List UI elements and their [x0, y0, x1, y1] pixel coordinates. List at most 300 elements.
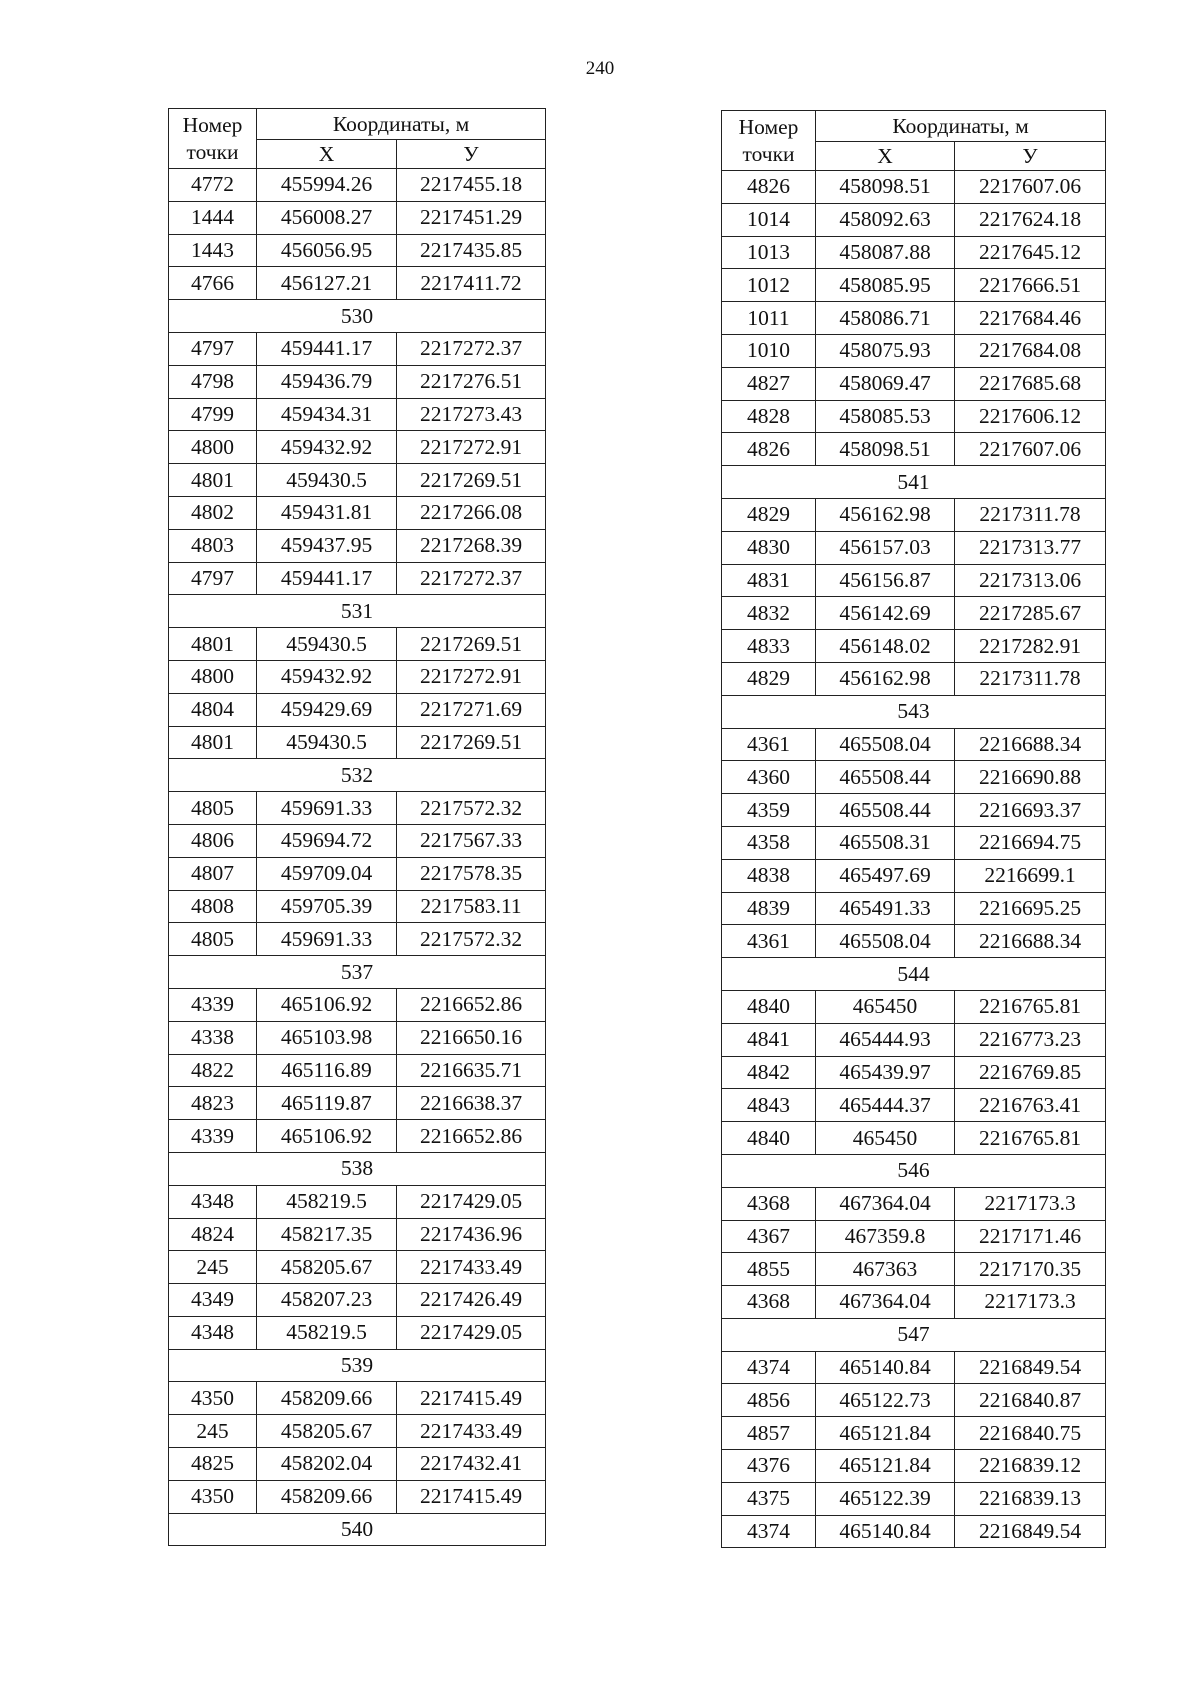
y-coordinate-cell: 2217272.91: [397, 660, 546, 693]
point-number-header-line1: Номер: [182, 112, 243, 137]
y-coordinate-cell: 2217313.77: [955, 531, 1106, 564]
x-coordinate-cell: 465450: [816, 1122, 955, 1155]
point-number-cell: 4857: [722, 1417, 816, 1450]
point-number-cell: 4350: [169, 1480, 257, 1513]
table-row: [169, 496, 546, 529]
y-coordinate-cell: 2217272.37: [397, 332, 546, 365]
y-coordinate-cell: 2217173.3: [955, 1187, 1106, 1220]
y-coordinate-cell: 2217578.35: [397, 857, 546, 890]
table-row: [169, 628, 546, 661]
point-number-cell: 4823: [169, 1087, 257, 1120]
y-coordinate-cell: 2216695.25: [955, 892, 1106, 925]
table-body-left: [169, 169, 546, 1546]
section-number: 541: [722, 466, 1106, 499]
y-coordinate-cell: 2217583.11: [397, 890, 546, 923]
x-coordinate-cell: 459437.95: [257, 529, 397, 562]
section-number: 537: [169, 956, 546, 989]
table-row: [169, 824, 546, 857]
y-coordinate-cell: 2216699.1: [955, 859, 1106, 892]
x-coordinate-cell: 459432.92: [257, 660, 397, 693]
point-number-cell: 4807: [169, 857, 257, 890]
table-row: [169, 660, 546, 693]
point-number-cell: 4360: [722, 761, 816, 794]
table-row: [722, 400, 1106, 433]
table-row: [169, 1120, 546, 1153]
table-row: [169, 890, 546, 923]
section-number: 546: [722, 1154, 1106, 1187]
table-row: [722, 1482, 1106, 1515]
x-coordinate-cell: 465444.93: [816, 1023, 955, 1056]
table-row: [722, 990, 1106, 1023]
x-coordinate-cell: 465508.44: [816, 761, 955, 794]
point-number-header-line2: точки: [186, 139, 239, 164]
table-row: [722, 302, 1106, 335]
point-number-cell: 4855: [722, 1253, 816, 1286]
point-number-cell: 4843: [722, 1089, 816, 1122]
table-row: [169, 792, 546, 825]
section-row: [722, 1318, 1106, 1351]
x-coordinate-cell: 465444.37: [816, 1089, 955, 1122]
point-number-cell: 4348: [169, 1316, 257, 1349]
x-coordinate-cell: 458098.51: [816, 433, 955, 466]
y-coordinate-cell: 2217171.46: [955, 1220, 1106, 1253]
y-coordinate-cell: 2217415.49: [397, 1382, 546, 1415]
table-body-right: [722, 171, 1106, 1548]
point-number-cell: 4825: [169, 1448, 257, 1481]
y-coordinate-cell: 2216652.86: [397, 1120, 546, 1153]
x-coordinate-cell: 459430.5: [257, 464, 397, 497]
x-coordinate-cell: 455994.26: [257, 169, 397, 202]
point-number-cell: 4801: [169, 726, 257, 759]
y-coordinate-cell: 2216840.75: [955, 1417, 1106, 1450]
section-row: [169, 1513, 546, 1546]
x-coordinate-cell: 465508.44: [816, 794, 955, 827]
y-header: У: [955, 142, 1106, 171]
x-coordinate-cell: 459431.81: [257, 496, 397, 529]
table-row: [722, 597, 1106, 630]
x-header: Х: [257, 140, 397, 169]
point-number-cell: 4840: [722, 990, 816, 1023]
y-coordinate-cell: 2216769.85: [955, 1056, 1106, 1089]
y-coordinate-cell: 2217433.49: [397, 1251, 546, 1284]
point-number-cell: 4359: [722, 794, 816, 827]
x-coordinate-cell: 456157.03: [816, 531, 955, 564]
y-coordinate-cell: 2217451.29: [397, 201, 546, 234]
table-row: [722, 498, 1106, 531]
y-coordinate-cell: 2217607.06: [955, 433, 1106, 466]
x-coordinate-cell: 465450: [816, 990, 955, 1023]
y-coordinate-cell: 2217606.12: [955, 400, 1106, 433]
y-coordinate-cell: 2217273.43: [397, 398, 546, 431]
y-coordinate-cell: 2217269.51: [397, 628, 546, 661]
table-row: [169, 562, 546, 595]
y-coordinate-cell: 2217684.46: [955, 302, 1106, 335]
point-number-header: [169, 109, 257, 169]
point-number-cell: 4358: [722, 826, 816, 859]
y-header: У: [397, 140, 546, 169]
table-row: [169, 464, 546, 497]
section-number: 540: [169, 1513, 546, 1546]
x-coordinate-cell: 459705.39: [257, 890, 397, 923]
x-coordinate-cell: 467364.04: [816, 1286, 955, 1319]
point-number-cell: 1443: [169, 234, 257, 267]
y-coordinate-cell: 2216635.71: [397, 1054, 546, 1087]
x-header: Х: [816, 142, 955, 171]
y-coordinate-cell: 2217666.51: [955, 269, 1106, 302]
point-number-cell: 4801: [169, 464, 257, 497]
x-coordinate-cell: 456008.27: [257, 201, 397, 234]
y-coordinate-cell: 2217268.39: [397, 529, 546, 562]
table-row: [722, 1023, 1106, 1056]
point-number-cell: 1013: [722, 236, 816, 269]
table-row: [722, 1056, 1106, 1089]
y-coordinate-cell: 2217436.96: [397, 1218, 546, 1251]
section-number: 532: [169, 759, 546, 792]
section-row: [169, 300, 546, 333]
point-number-cell: 4840: [722, 1122, 816, 1155]
x-coordinate-cell: 458085.95: [816, 269, 955, 302]
table-row: [722, 203, 1106, 236]
coordinates-table-left: [168, 108, 546, 1546]
point-number-cell: 4367: [722, 1220, 816, 1253]
table-row: [722, 1351, 1106, 1384]
section-number: 544: [722, 958, 1106, 991]
table-row: [169, 693, 546, 726]
point-number-cell: 4830: [722, 531, 816, 564]
point-number-cell: 4339: [169, 1120, 257, 1153]
y-coordinate-cell: 2217411.72: [397, 267, 546, 300]
y-coordinate-cell: 2217429.05: [397, 1316, 546, 1349]
x-coordinate-cell: 458092.63: [816, 203, 955, 236]
x-coordinate-cell: 458069.47: [816, 367, 955, 400]
x-coordinate-cell: 459441.17: [257, 562, 397, 595]
x-coordinate-cell: 456148.02: [816, 630, 955, 663]
point-number-cell: 4348: [169, 1185, 257, 1218]
point-number-cell: 4804: [169, 693, 257, 726]
table-row: [169, 1415, 546, 1448]
table-row: [722, 171, 1106, 204]
point-number-cell: 4375: [722, 1482, 816, 1515]
point-number-cell: 4832: [722, 597, 816, 630]
table-row: [722, 1450, 1106, 1483]
x-coordinate-cell: 459441.17: [257, 332, 397, 365]
point-number-cell: 4798: [169, 365, 257, 398]
point-number-cell: 4808: [169, 890, 257, 923]
point-number-cell: 245: [169, 1415, 257, 1448]
table-row: [169, 431, 546, 464]
section-number: 543: [722, 695, 1106, 728]
table-row: [169, 267, 546, 300]
coordinates-header: Координаты, м: [257, 109, 546, 140]
point-number-cell: 4374: [722, 1515, 816, 1548]
x-coordinate-cell: 465491.33: [816, 892, 955, 925]
x-coordinate-cell: 465119.87: [257, 1087, 397, 1120]
point-number-cell: 4797: [169, 562, 257, 595]
x-coordinate-cell: 465497.69: [816, 859, 955, 892]
y-coordinate-cell: 2217624.18: [955, 203, 1106, 236]
section-row: [169, 595, 546, 628]
coordinates-header: Координаты, м: [816, 111, 1106, 142]
x-coordinate-cell: 458209.66: [257, 1480, 397, 1513]
x-coordinate-cell: 458205.67: [257, 1251, 397, 1284]
x-coordinate-cell: 456056.95: [257, 234, 397, 267]
x-coordinate-cell: 458202.04: [257, 1448, 397, 1481]
point-number-cell: 4831: [722, 564, 816, 597]
point-number-cell: 4349: [169, 1284, 257, 1317]
table-row: [169, 1251, 546, 1284]
table-row: [169, 857, 546, 890]
point-number-cell: 4766: [169, 267, 257, 300]
point-number-cell: 4822: [169, 1054, 257, 1087]
point-number-cell: 4799: [169, 398, 257, 431]
point-number-cell: 1010: [722, 334, 816, 367]
x-coordinate-cell: 458085.53: [816, 400, 955, 433]
x-coordinate-cell: 459436.79: [257, 365, 397, 398]
table-row: [722, 1515, 1106, 1548]
x-coordinate-cell: 467359.8: [816, 1220, 955, 1253]
table-row: [722, 269, 1106, 302]
table-row: [722, 334, 1106, 367]
point-number-cell: 4374: [722, 1351, 816, 1384]
x-coordinate-cell: 456156.87: [816, 564, 955, 597]
y-coordinate-cell: 2217313.06: [955, 564, 1106, 597]
table-row: [169, 1218, 546, 1251]
x-coordinate-cell: 456142.69: [816, 597, 955, 630]
y-coordinate-cell: 2217572.32: [397, 792, 546, 825]
y-coordinate-cell: 2216765.81: [955, 990, 1106, 1023]
section-row: [722, 466, 1106, 499]
table-row: [169, 1021, 546, 1054]
x-coordinate-cell: 465106.92: [257, 1120, 397, 1153]
x-coordinate-cell: 456127.21: [257, 267, 397, 300]
table-row: [722, 728, 1106, 761]
table-row: [722, 630, 1106, 663]
y-coordinate-cell: 2217645.12: [955, 236, 1106, 269]
y-coordinate-cell: 2217271.69: [397, 693, 546, 726]
y-coordinate-cell: 2217435.85: [397, 234, 546, 267]
point-number-cell: 4833: [722, 630, 816, 663]
x-coordinate-cell: 465116.89: [257, 1054, 397, 1087]
table-row: [722, 761, 1106, 794]
table-row: [722, 925, 1106, 958]
x-coordinate-cell: 459709.04: [257, 857, 397, 890]
table-row: [169, 365, 546, 398]
table-row: [722, 433, 1106, 466]
point-number-cell: 4368: [722, 1286, 816, 1319]
y-coordinate-cell: 2217567.33: [397, 824, 546, 857]
y-coordinate-cell: 2216688.34: [955, 728, 1106, 761]
point-number-cell: 1014: [722, 203, 816, 236]
point-number-cell: 4803: [169, 529, 257, 562]
y-coordinate-cell: 2217429.05: [397, 1185, 546, 1218]
table-row: [169, 169, 546, 202]
table-row: [722, 826, 1106, 859]
point-number-cell: 4802: [169, 496, 257, 529]
x-coordinate-cell: 465122.73: [816, 1384, 955, 1417]
point-number-cell: 4797: [169, 332, 257, 365]
y-coordinate-cell: 2217170.35: [955, 1253, 1106, 1286]
y-coordinate-cell: 2217311.78: [955, 662, 1106, 695]
table-row: [722, 1187, 1106, 1220]
x-coordinate-cell: 465103.98: [257, 1021, 397, 1054]
y-coordinate-cell: 2217684.08: [955, 334, 1106, 367]
table-row: [169, 201, 546, 234]
y-coordinate-cell: 2217607.06: [955, 171, 1106, 204]
x-coordinate-cell: 458087.88: [816, 236, 955, 269]
x-coordinate-cell: 458207.23: [257, 1284, 397, 1317]
x-coordinate-cell: 458075.93: [816, 334, 955, 367]
y-coordinate-cell: 2217426.49: [397, 1284, 546, 1317]
point-number-cell: 4800: [169, 431, 257, 464]
point-number-cell: 4350: [169, 1382, 257, 1415]
section-row: [722, 695, 1106, 728]
x-coordinate-cell: 465508.04: [816, 925, 955, 958]
table-row: [722, 564, 1106, 597]
table-row: [722, 1384, 1106, 1417]
y-coordinate-cell: 2216693.37: [955, 794, 1106, 827]
point-number-cell: 1444: [169, 201, 257, 234]
table-row: [722, 1253, 1106, 1286]
point-number-cell: 1012: [722, 269, 816, 302]
point-number-cell: 4801: [169, 628, 257, 661]
point-number-cell: 4338: [169, 1021, 257, 1054]
y-coordinate-cell: 2217455.18: [397, 169, 546, 202]
table-row: [722, 1122, 1106, 1155]
table-row: [722, 1286, 1106, 1319]
y-coordinate-cell: 2216839.13: [955, 1482, 1106, 1515]
point-number-cell: 4856: [722, 1384, 816, 1417]
y-coordinate-cell: 2216773.23: [955, 1023, 1106, 1056]
table-row: [722, 531, 1106, 564]
x-coordinate-cell: 465140.84: [816, 1351, 955, 1384]
point-number-cell: 4772: [169, 169, 257, 202]
y-coordinate-cell: 2217432.41: [397, 1448, 546, 1481]
point-number-cell: 4805: [169, 923, 257, 956]
table-row: [722, 662, 1106, 695]
table-row: [722, 892, 1106, 925]
x-coordinate-cell: 465121.84: [816, 1450, 955, 1483]
table-row: [169, 529, 546, 562]
x-coordinate-cell: 465121.84: [816, 1417, 955, 1450]
y-coordinate-cell: 2217285.67: [955, 597, 1106, 630]
y-coordinate-cell: 2217282.91: [955, 630, 1106, 663]
table-row: [169, 1054, 546, 1087]
x-coordinate-cell: 458219.5: [257, 1316, 397, 1349]
table-row: [169, 1087, 546, 1120]
point-number-header-line2: точки: [742, 141, 795, 166]
x-coordinate-cell: 467363: [816, 1253, 955, 1286]
x-coordinate-cell: 465439.97: [816, 1056, 955, 1089]
point-number-cell: 4829: [722, 662, 816, 695]
y-coordinate-cell: 2216694.75: [955, 826, 1106, 859]
y-coordinate-cell: 2217311.78: [955, 498, 1106, 531]
x-coordinate-cell: 465508.04: [816, 728, 955, 761]
point-number-cell: 4800: [169, 660, 257, 693]
x-coordinate-cell: 458217.35: [257, 1218, 397, 1251]
y-coordinate-cell: 2216638.37: [397, 1087, 546, 1120]
section-number: 547: [722, 1318, 1106, 1351]
x-coordinate-cell: 458209.66: [257, 1382, 397, 1415]
x-coordinate-cell: 465122.39: [816, 1482, 955, 1515]
y-coordinate-cell: 2217415.49: [397, 1480, 546, 1513]
x-coordinate-cell: 459694.72: [257, 824, 397, 857]
y-coordinate-cell: 2217685.68: [955, 367, 1106, 400]
table-row: [722, 1089, 1106, 1122]
table-row: [722, 367, 1106, 400]
section-row: [169, 1349, 546, 1382]
y-coordinate-cell: 2217269.51: [397, 464, 546, 497]
point-number-cell: 4805: [169, 792, 257, 825]
x-coordinate-cell: 458098.51: [816, 171, 955, 204]
y-coordinate-cell: 2217269.51: [397, 726, 546, 759]
x-coordinate-cell: 459432.92: [257, 431, 397, 464]
x-coordinate-cell: 458219.5: [257, 1185, 397, 1218]
point-number-header: [722, 111, 816, 171]
point-number-cell: 4828: [722, 400, 816, 433]
section-number: 538: [169, 1152, 546, 1185]
point-number-cell: 4806: [169, 824, 257, 857]
y-coordinate-cell: 2216839.12: [955, 1450, 1106, 1483]
table-row: [169, 1284, 546, 1317]
x-coordinate-cell: 458086.71: [816, 302, 955, 335]
point-number-cell: 4824: [169, 1218, 257, 1251]
y-coordinate-cell: 2216849.54: [955, 1515, 1106, 1548]
x-coordinate-cell: 459430.5: [257, 726, 397, 759]
table-row: [169, 332, 546, 365]
x-coordinate-cell: 459430.5: [257, 628, 397, 661]
y-coordinate-cell: 2217272.91: [397, 431, 546, 464]
y-coordinate-cell: 2216690.88: [955, 761, 1106, 794]
point-number-header-line1: Номер: [738, 114, 799, 139]
section-row: [169, 759, 546, 792]
table-row: [169, 1448, 546, 1481]
x-coordinate-cell: 459691.33: [257, 923, 397, 956]
table-row: [169, 1480, 546, 1513]
point-number-cell: 4368: [722, 1187, 816, 1220]
y-coordinate-cell: 2217266.08: [397, 496, 546, 529]
point-number-cell: 4839: [722, 892, 816, 925]
point-number-cell: 4361: [722, 728, 816, 761]
point-number-cell: 245: [169, 1251, 257, 1284]
point-number-cell: 4842: [722, 1056, 816, 1089]
section-row: [169, 1152, 546, 1185]
table-row: [722, 236, 1106, 269]
point-number-cell: 4827: [722, 367, 816, 400]
x-coordinate-cell: 459691.33: [257, 792, 397, 825]
section-row: [722, 958, 1106, 991]
x-coordinate-cell: 467364.04: [816, 1187, 955, 1220]
point-number-cell: 4841: [722, 1023, 816, 1056]
y-coordinate-cell: 2217276.51: [397, 365, 546, 398]
x-coordinate-cell: 465106.92: [257, 988, 397, 1021]
point-number-cell: 1011: [722, 302, 816, 335]
table-row: [169, 1316, 546, 1349]
y-coordinate-cell: 2216765.81: [955, 1122, 1106, 1155]
table-row: [169, 234, 546, 267]
x-coordinate-cell: 459434.31: [257, 398, 397, 431]
x-coordinate-cell: 456162.98: [816, 662, 955, 695]
y-coordinate-cell: 2216840.87: [955, 1384, 1106, 1417]
section-row: [722, 1154, 1106, 1187]
section-row: [169, 956, 546, 989]
point-number-cell: 4838: [722, 859, 816, 892]
table-row: [722, 1417, 1106, 1450]
point-number-cell: 4829: [722, 498, 816, 531]
y-coordinate-cell: 2217272.37: [397, 562, 546, 595]
section-number: 531: [169, 595, 546, 628]
point-number-cell: 4339: [169, 988, 257, 1021]
y-coordinate-cell: 2216763.41: [955, 1089, 1106, 1122]
